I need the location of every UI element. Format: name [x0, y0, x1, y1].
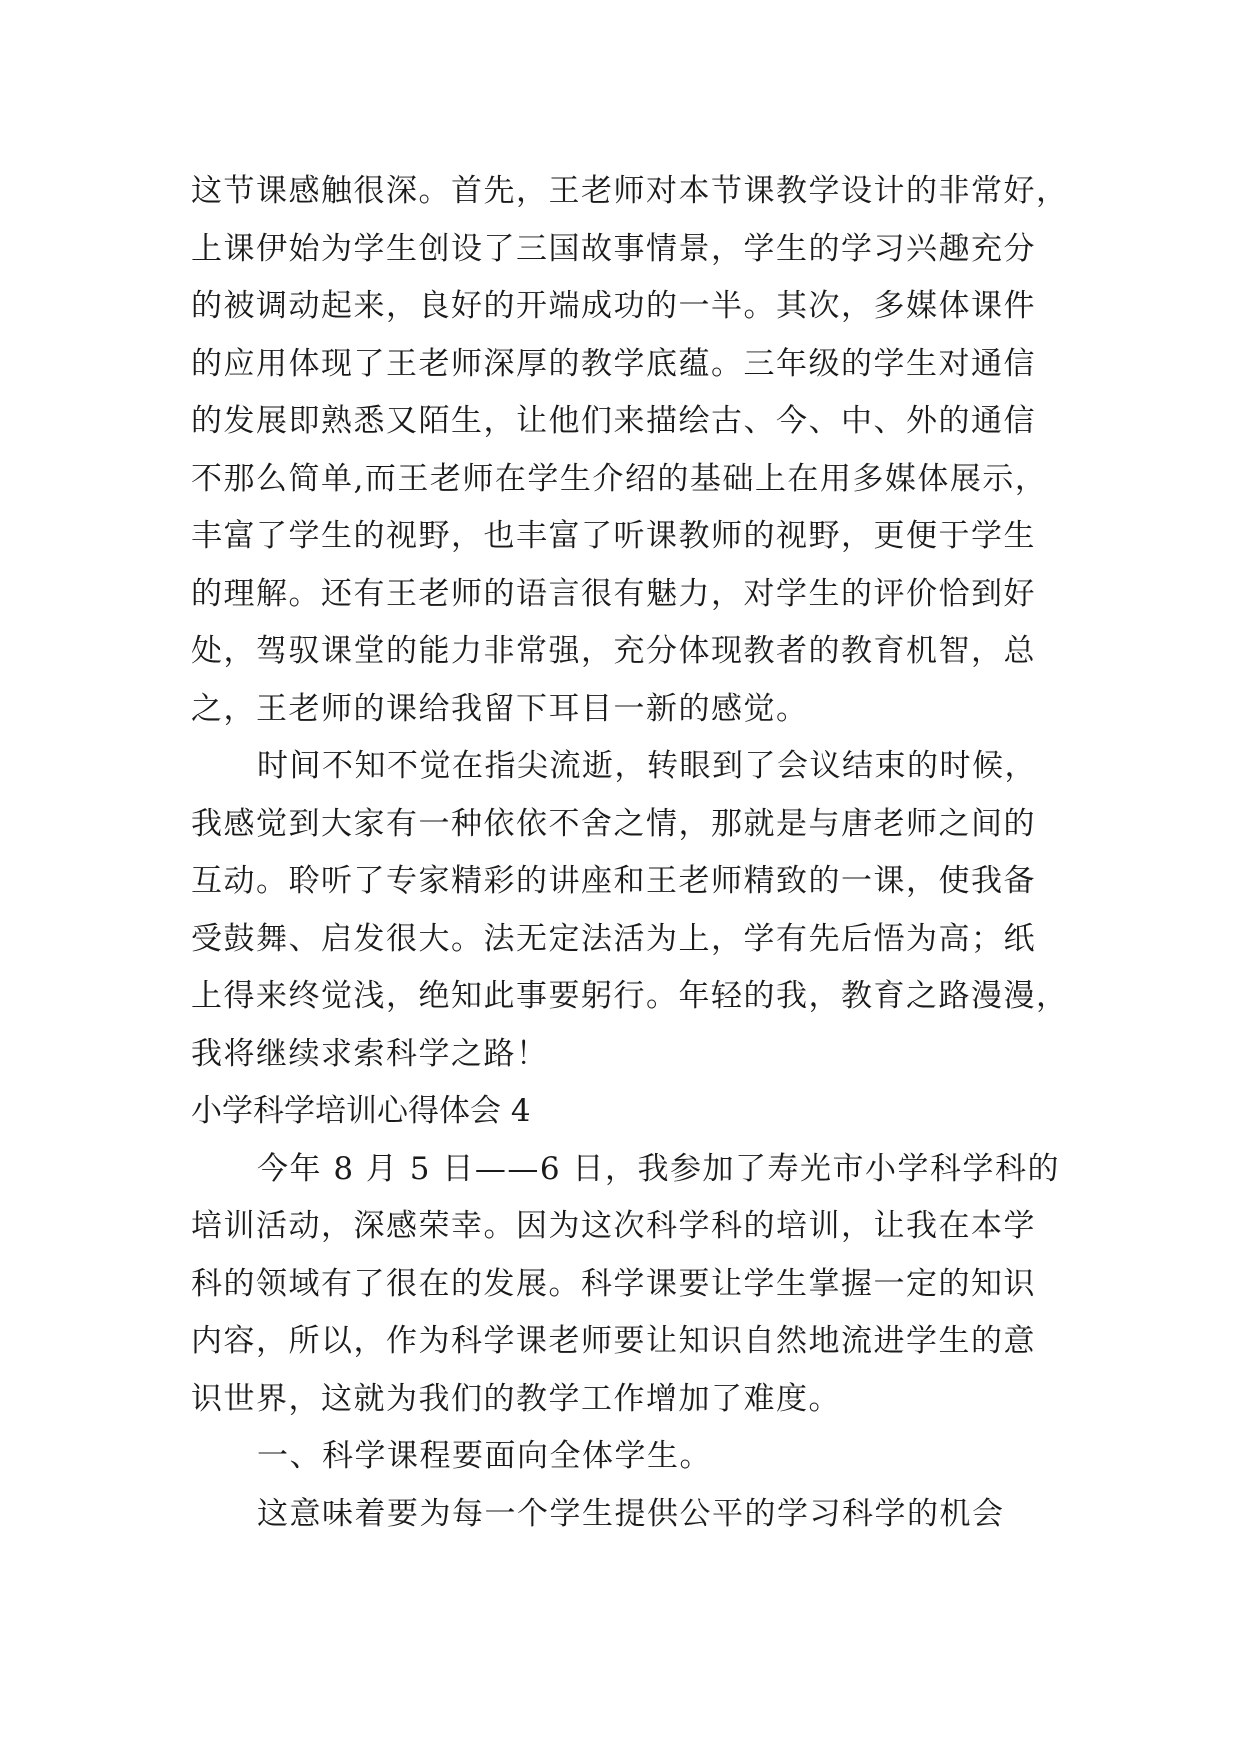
paragraph-meeting-conclusion: [191, 738, 1069, 1083]
text-line: 不那么简单,而王老师在学生介绍的基础上在用多媒体展示，: [191, 460, 1048, 497]
text-line: 时间不知不觉在指尖流逝，转眼到了会议结束的时候，: [257, 748, 1037, 784]
text-line: 今年 8 月 5 日——6 日，我参加了寿光市小学科学科的: [257, 1150, 1060, 1187]
paragraph-reflection-on-lesson: [191, 163, 1069, 738]
subheading: 一、科学课程要面向全体学生。: [257, 1438, 712, 1474]
text-line: 内容，所以，作为科学课老师要让知识自然地流进学生的意: [191, 1323, 1036, 1359]
text-line: 上课伊始为学生创设了三国故事情景，学生的学习兴趣充分: [191, 230, 1036, 267]
text-line: 受鼓舞、启发很大。法无定法活为上，学有先后悟为高；纸: [191, 920, 1036, 957]
text-line: 处，驾驭课堂的能力非常强，充分体现教者的教育机智，总: [191, 633, 1036, 669]
text-line: 的应用体现了王老师深厚的教学底蕴。三年级的学生对通信: [191, 345, 1036, 382]
text-line: 的发展即熟悉又陌生，让他们来描绘古、今、中、外的通信: [191, 403, 1036, 439]
text-line: 上得来终觉浅，绝知此事要躬行。年轻的我，教育之路漫漫，: [191, 978, 1069, 1014]
text-line: 这意味着要为每一个学生提供公平的学习科学的机会: [257, 1495, 1005, 1532]
text-line: 识世界，这就为我们的教学工作增加了难度。: [191, 1380, 841, 1417]
text-line: 科的领域有了很在的发展。科学课要让学生掌握一定的知识: [191, 1265, 1036, 1302]
paragraph-fair-opportunity: [191, 1486, 1051, 1544]
text-line: 这节课感触很深。首先，王老师对本节课教学设计的非常好，: [191, 173, 1069, 209]
text-line: 之，王老师的课给我留下耳目一新的感觉。: [191, 690, 809, 727]
document-body: [191, 163, 1069, 1543]
text-line: 丰富了学生的视野，也丰富了听课教师的视野，更便于学生: [191, 518, 1036, 554]
text-line: 互动。聆听了专家精彩的讲座和王老师精致的一课，使我备: [191, 863, 1036, 899]
text-line: 的理解。还有王老师的语言很有魅力，对学生的评价恰到好: [191, 575, 1036, 612]
text-line: 我将继续求索科学之路！: [191, 1035, 549, 1072]
section-title: 小学科学培训心得体会 4: [191, 1093, 531, 1129]
text-line: 的被调动起来，良好的开端成功的一半。其次，多媒体课件: [191, 288, 1036, 324]
text-line: 我感觉到大家有一种依依不舍之情，那就是与唐老师之间的: [191, 805, 1036, 842]
text-line: 培训活动，深感荣幸。因为这次科学科的培训，让我在本学: [191, 1208, 1036, 1244]
paragraph-training-intro: [191, 1141, 1060, 1429]
